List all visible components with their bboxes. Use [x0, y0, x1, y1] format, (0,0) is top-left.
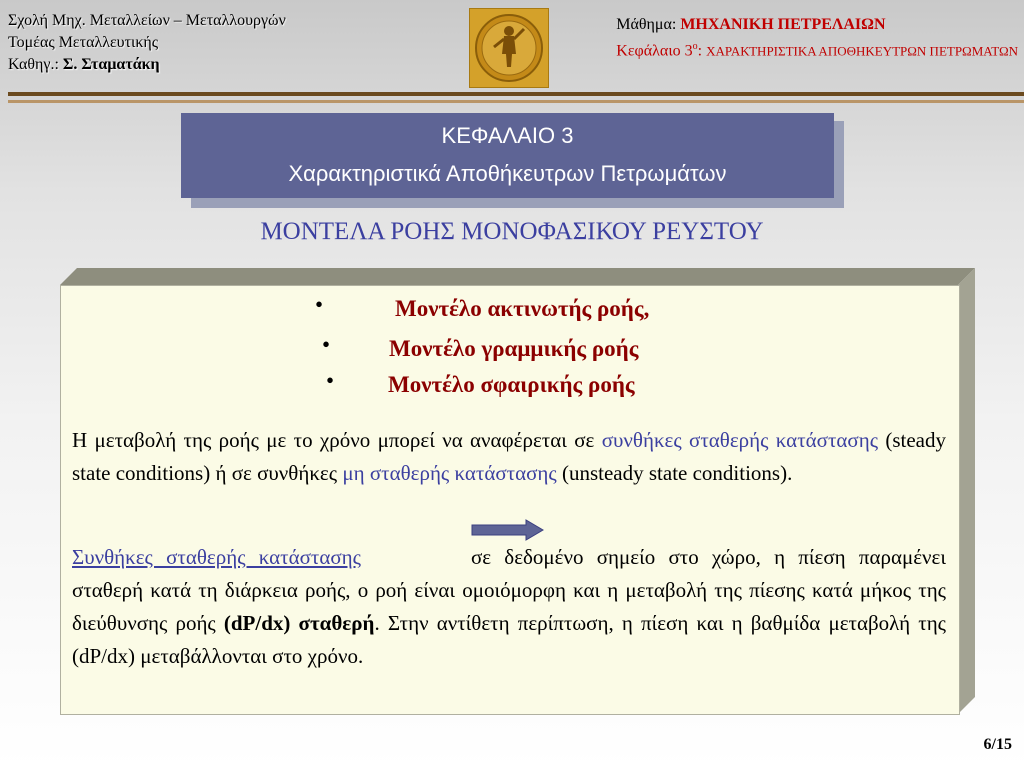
- course-block: [616, 14, 1018, 62]
- unsteady-state-term: μη σταθερής κατάστασης: [342, 461, 557, 485]
- bullet-text: Μοντέλο ακτινωτής ροής,: [395, 296, 650, 321]
- chapter-name: ΧΑΡΑΚΤΗΡΙΣΤΙΚΑ ΑΠΟΘΗΚΕΥΤΡΩΝ ΠΕΤΡΩΜΑΤΩΝ: [706, 43, 1018, 59]
- professor-name: Σ. Σταματάκη: [62, 56, 160, 73]
- professor-line: [8, 54, 286, 76]
- paragraph-flow-conditions: [72, 424, 946, 490]
- para2-text: . Στην αντίθετη περίπτωση, η πίεση και η βαθμίδα μεταβολή της (dP/dx) μεταβάλλονται στο χρόνο.: [72, 611, 946, 668]
- paragraph-steady-state: [72, 541, 946, 673]
- para1-text: (unsteady state conditions).: [556, 461, 793, 485]
- chapter-subtitle: Χαρακτηριστικά Αποθήκευτρων Πετρωμάτων: [288, 161, 727, 186]
- para1-text: Η μεταβολή της ροής με το χρόνο μπορεί να αναφέρεται σε: [72, 428, 602, 452]
- section-heading: ΜΟΝΤΕΛΑ ΡΟΗΣ ΜΟΝΟΦΑΣΙΚΟΥ ΡΕΥΣΤΟΥ: [260, 218, 764, 245]
- steady-state-term: συνθήκες σταθερής κατάστασης: [601, 428, 879, 452]
- school-name: Σχολή Μηχ. Μεταλλείων – Μεταλλουργών: [8, 12, 286, 29]
- course-line: [616, 14, 1018, 36]
- bullet-text: Μοντέλο σφαιρικής ροής: [388, 372, 635, 397]
- chapter-label: Κεφάλαιο 3: [616, 42, 693, 60]
- header-divider-secondary: [8, 100, 1024, 103]
- chapter-sup: ο: [692, 41, 698, 52]
- bullet-dot: •: [326, 368, 335, 393]
- department-name: Τομέας Μεταλλευτικής: [8, 34, 159, 51]
- page-number: 6/15: [983, 736, 1012, 753]
- steady-state-heading: Συνθήκες σταθερής κατάστασης: [72, 545, 361, 569]
- para1-text: (steady state conditions) ή σε συνθήκες: [72, 428, 946, 485]
- chapter-line: [616, 36, 1018, 62]
- header-divider: [8, 92, 1024, 96]
- para2-text: σε δεδομένο σημείο στο χώρο, η πίεση παραμένει σταθερή κατά τη διάρκεια ροής, ο ροή είναι ομοιόμορφη και η μεταβολή της πίεσης κατά μήκος της διεύθυνσης ροής: [72, 545, 946, 635]
- chapter-colon: :: [697, 42, 707, 60]
- course-label: Μάθημα:: [616, 16, 681, 33]
- professor-label: Καθηγ.:: [8, 56, 63, 73]
- dpdx-constant: (dP/dx) σταθερή: [223, 611, 375, 635]
- course-name: ΜΗΧΑΝΙΚΗ ΠΕΤΡΕΛΑΙΩΝ: [680, 16, 886, 33]
- institution-block: [8, 10, 286, 76]
- bullet-text: Μοντέλο γραμμικής ροής: [389, 336, 639, 361]
- right-arrow-icon: [470, 518, 546, 542]
- bullet-dot: •: [315, 292, 324, 317]
- chapter-title-box: [181, 113, 834, 198]
- university-logo-icon: [469, 8, 549, 88]
- chapter-title: ΚΕΦΑΛΑΙΟ 3: [441, 123, 574, 148]
- bullet-dot: •: [322, 332, 331, 357]
